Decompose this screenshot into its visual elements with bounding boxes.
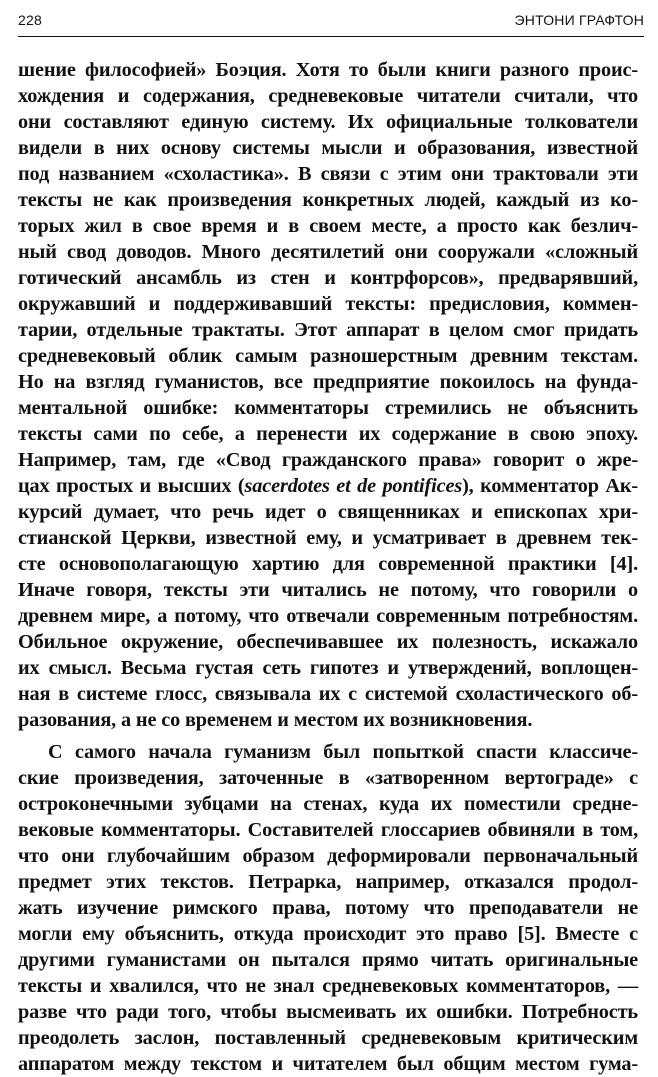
- text-line: ная в системе глосс, связывала их с системой схоластического об-: [18, 683, 638, 705]
- text-line: тексты сами по себе, а перенести их содержание в свою эпоху.: [18, 423, 638, 445]
- header-rule: [18, 36, 644, 37]
- text-line: разования, а не со временем и местом их возникновения.: [18, 709, 533, 731]
- text-segment: ), комментатор Ак-: [462, 475, 639, 497]
- text-line: под названием «схоластика». В связи с этим они трактовали эти: [18, 163, 638, 185]
- text-line: древнем мире, а потому, что отвечали современным потребностям.: [18, 605, 638, 627]
- paragraph: [18, 57, 638, 733]
- text-line: торых жил в свое время и в своем месте, а просто как безлич-: [18, 215, 638, 237]
- text-line: другими гуманистами он пытался прямо читать оригинальные: [18, 949, 638, 971]
- text-line: С самого начала гуманизм был попыткой спасти классиче-: [48, 741, 638, 763]
- text-line: Иначе говоря, тексты эти читались не потому, что говорили о: [18, 579, 638, 601]
- text-line: стианской Церкви, известной ему, и усматривает в древнем тек-: [18, 527, 638, 549]
- text-line: их смысл. Весьма густая сеть гипотез и утверждений, воплощен-: [18, 657, 638, 679]
- text-line: тексты и хвалился, что не знал средневековых комментаторов, —: [18, 975, 638, 997]
- text-line: жать изучение римского права, потому что преподаватели не: [18, 897, 638, 919]
- text-line: [18, 473, 638, 499]
- text-line: остроконечными зубцами на стенах, куда их поместили средне-: [18, 793, 638, 815]
- text-line: могли ему объяснить, откуда происходит это право [5]. Вместе с: [18, 923, 638, 945]
- text-line: предмет этих текстов. Петрарка, например, отказался продол-: [18, 871, 638, 893]
- running-title: ЭНТОНИ ГРАФТОН: [514, 12, 644, 28]
- text-line: Но на взгляд гуманистов, все предприятие покоилось на фунда-: [18, 371, 638, 393]
- text-line: что они глубочайшим образом деформировали первоначальный: [18, 845, 638, 867]
- paragraph: [18, 739, 638, 1077]
- text-line: курсий думает, что речь идет о священниках и епископах хри-: [18, 501, 638, 523]
- text-line: ный свод доводов. Много десятилетий они сооружали «сложный: [18, 241, 638, 263]
- page-number: 228: [18, 12, 42, 28]
- text-line: Например, там, где «Свод гражданского права» говорит о жре-: [18, 449, 638, 471]
- text-line: окружавший и поддерживавший тексты: предисловия, коммен-: [18, 293, 638, 315]
- body-text: [18, 57, 638, 1077]
- text-line: шение философией» Боэция. Хотя то были книги разного проис-: [18, 59, 638, 81]
- text-line: ские произведения, заточенные в «затворенном вертограде» с: [18, 767, 638, 789]
- text-line: тексты не как произведения конкретных людей, каждый из ко-: [18, 189, 638, 211]
- text-segment: цах простых и высших (: [18, 475, 245, 497]
- text-line: средневековый облик самым разношерстным древним текстам.: [18, 345, 638, 367]
- text-line: преодолеть заслон, поставленный средневековым критическим: [18, 1027, 638, 1049]
- text-line: ментальной ошибке: комментаторы стремились не объяснить: [18, 397, 638, 419]
- text-line: вековые комментаторы. Составителей глоссариев обвиняли в том,: [18, 819, 638, 841]
- text-line: хождения и содержания, средневековые читатели считали, что: [18, 85, 638, 107]
- text-line: сте основополагающую хартию для современной практики [4].: [18, 553, 638, 575]
- text-line: готический ансамбль из стен и контрфорсов», предварявший,: [18, 267, 638, 289]
- text-line: они составляют единую систему. Их официальные толкователи: [18, 111, 638, 133]
- text-line: аппаратом между текстом и читателем был общим местом гума-: [18, 1053, 638, 1075]
- text-line: Обильное окружение, обеспечивавшее их полезность, искажало: [18, 631, 638, 653]
- text-line: тарии, отдельные трактаты. Этот аппарат в целом смог придать: [18, 319, 638, 341]
- latin-phrase: sacerdotes et de pontifices: [244, 475, 463, 497]
- text-line: видели в них основу системы мысли и образования, известной: [18, 137, 638, 159]
- running-head: [18, 12, 644, 34]
- text-line: разве что ради того, чтобы высмеивать их ошибки. Потребность: [18, 1001, 638, 1023]
